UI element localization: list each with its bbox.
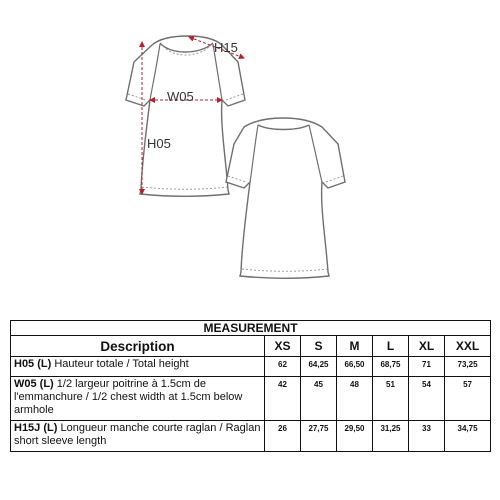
table-cell: 34,75 <box>445 421 491 452</box>
size-header: M <box>337 336 373 357</box>
table-cell: 31,25 <box>373 421 409 452</box>
row-code: H15J (L) <box>14 422 58 434</box>
front-body-outline <box>126 36 245 196</box>
table-cell: 48 <box>337 377 373 421</box>
front-tshirt-drawing <box>126 36 245 196</box>
table-cell: 64,25 <box>301 357 337 377</box>
row-text: Longueur manche courte raglan / Raglan short sleeve length <box>14 422 261 447</box>
table-row <box>11 357 491 377</box>
h05-label: H05 <box>147 136 171 151</box>
w05-label: W05 <box>167 89 194 104</box>
table-cell: 62 <box>265 357 301 377</box>
description-header: Description <box>11 336 265 357</box>
size-header: S <box>301 336 337 357</box>
table-cell: 57 <box>445 377 491 421</box>
table-cell: 68,75 <box>373 357 409 377</box>
table-cell: 42 <box>265 377 301 421</box>
back-tshirt-drawing <box>226 118 345 278</box>
table-cell: 27,75 <box>301 421 337 452</box>
row-description <box>11 377 265 421</box>
size-header: XL <box>409 336 445 357</box>
row-description <box>11 357 265 377</box>
table-cell: 33 <box>409 421 445 452</box>
row-text: Hauteur totale / Total height <box>54 358 189 370</box>
table-header-row <box>11 336 491 357</box>
table-title: MEASUREMENT <box>11 321 491 336</box>
row-code: W05 (L) <box>14 378 54 390</box>
size-header: XS <box>265 336 301 357</box>
row-description <box>11 421 265 452</box>
table-cell: 51 <box>373 377 409 421</box>
table-cell: 54 <box>409 377 445 421</box>
size-header: XXL <box>445 336 491 357</box>
h15-label: H15 <box>214 40 238 55</box>
table-row <box>11 377 491 421</box>
measurement-table <box>10 320 491 452</box>
table-cell: 71 <box>409 357 445 377</box>
table-cell: 26 <box>265 421 301 452</box>
table-cell: 29,50 <box>337 421 373 452</box>
row-text: 1/2 largeur poitrine à 1.5cm de l'emmanchure / 1/2 chest width at 1.5cm below armhole <box>14 378 243 416</box>
table-cell: 73,25 <box>445 357 491 377</box>
row-code: H05 (L) <box>14 358 52 370</box>
table-cell: 45 <box>301 377 337 421</box>
table-row <box>11 421 491 452</box>
size-header: L <box>373 336 409 357</box>
table-cell: 66,50 <box>337 357 373 377</box>
back-body-outline <box>226 118 345 278</box>
